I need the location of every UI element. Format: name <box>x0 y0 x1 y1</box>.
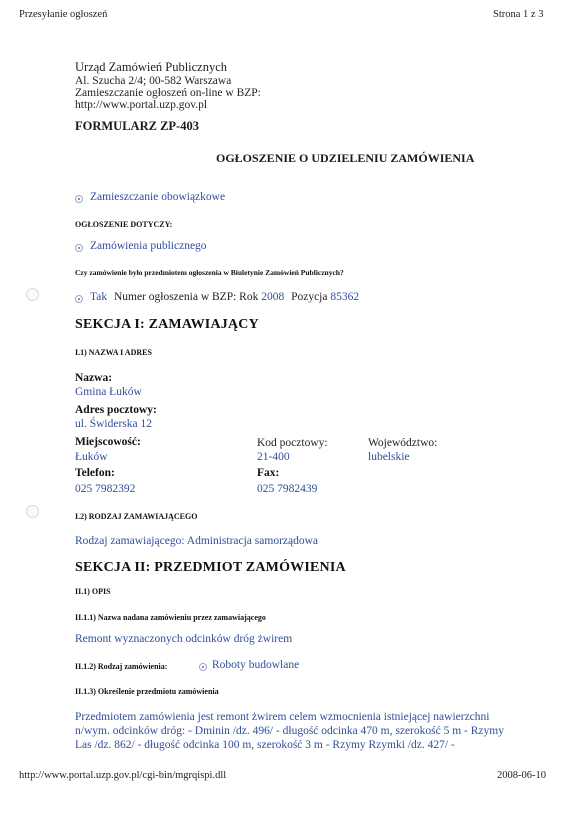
contracting-type-label: Rodzaj zamawiającego: <box>75 535 185 547</box>
section-2-sub11: II.1.1) Nazwa nadana zamówieniu przez zamawiającego <box>75 613 266 622</box>
order-type-value: Roboty budowlane <box>212 659 300 671</box>
posting-type-value: Zamieszczanie obowiązkowe <box>90 191 226 203</box>
bzp-answer-line <box>90 291 359 303</box>
postal-address-label: Adres pocztowy: <box>75 404 157 416</box>
notice-concerns-label: OGŁOSZENIE DOTYCZY: <box>75 220 173 229</box>
section-2-sub1: II.1) OPIS <box>75 587 111 596</box>
bzp-year-label: Rok <box>239 291 259 303</box>
postal-address-value: ul. Świderska 12 <box>75 418 152 430</box>
bzp-number-label: Numer ogłoszenia w BZP: <box>113 291 237 303</box>
bzp-year-value: 2008 <box>261 291 285 303</box>
name-value: Gmina Łuków <box>75 386 142 398</box>
postcode-label: Kod pocztowy: <box>257 437 328 449</box>
header-page-number: Strona 1 z 3 <box>493 9 544 20</box>
notice-concerns-radio[interactable] <box>75 244 83 252</box>
issuer-name: Urząd Zamówień Publicznych <box>75 60 228 74</box>
issuer-url: http://www.portal.uzp.gov.pl <box>75 99 208 111</box>
name-label: Nazwa: <box>75 372 113 384</box>
contracting-type-line <box>75 535 318 547</box>
order-name-value: Remont wyznaczonych odcinków dróg żwirem <box>75 633 293 645</box>
bzp-answer-radio[interactable] <box>75 295 83 303</box>
posting-type-radio[interactable] <box>75 195 83 203</box>
bzp-position-value: 85362 <box>330 291 360 303</box>
margin-hole-circle <box>26 288 39 301</box>
city-value: Łuków <box>75 451 108 463</box>
page-title: OGŁOSZENIE O UDZIELENIU ZAMÓWIENIA <box>216 151 475 165</box>
issuer-service: Zamieszczanie ogłoszeń on-line w BZP: <box>75 87 261 99</box>
notice-concerns-value: Zamówienia publicznego <box>90 240 207 252</box>
section-2-sub13: II.1.3) Określenie przedmiotu zamówienia <box>75 687 219 696</box>
section-2-title: SEKCJA II: PRZEDMIOT ZAMÓWIENIA <box>75 560 346 575</box>
contracting-type-value: Administracja samorządowa <box>186 535 319 547</box>
section-2-sub12: II.1.2) Rodzaj zamówienia: <box>75 662 168 671</box>
section-1-sub1: I.1) NAZWA I ADRES <box>75 348 152 357</box>
fax-value: 025 7982439 <box>257 483 318 495</box>
postcode-value: 21-400 <box>257 451 290 463</box>
voivodeship-value: lubelskie <box>368 451 410 463</box>
header-left: Przesyłanie ogłoszeń <box>19 9 108 20</box>
issuer-address: Al. Szucha 2/4; 00-582 Warszawa <box>75 75 232 87</box>
phone-value: 025 7982392 <box>75 483 136 495</box>
footer-url: http://www.portal.uzp.gov.pl/cgi-bin/mgrqispi.dll <box>19 770 227 781</box>
margin-hole-circle <box>26 505 39 518</box>
fax-label: Fax: <box>257 467 280 479</box>
voivodeship-label: Województwo: <box>368 437 438 449</box>
bzp-question: Czy zamówienie było przedmiotem ogłoszenia w Biuletynie Zamówień Publicznych? <box>75 268 344 277</box>
bzp-position-label: Pozycja <box>291 291 328 303</box>
bzp-answer-value: Tak <box>90 291 108 303</box>
phone-label: Telefon: <box>75 467 115 479</box>
order-type-radio[interactable] <box>199 663 207 671</box>
section-1-sub2: I.2) RODZAJ ZAMAWIAJĄCEGO <box>75 512 198 521</box>
form-code: FORMULARZ ZP-403 <box>75 119 199 133</box>
order-description: Przedmiotem zamówienia jest remont żwirem celem wzmocnienia istniejącej nawierzchni n/wym. odcinków dróg: - Dminin /dz. 496/ - długość odcinka 470 m, szerokość 5 m - Rzymy Las /dz. 862/ - długość odcinka 100 m, szerokość 3 m - Rzymy Rzymki /dz. 427/ - <box>75 711 504 751</box>
footer-date: 2008-06-10 <box>497 770 546 781</box>
city-label: Miejscowość: <box>75 436 141 448</box>
section-1-title: SEKCJA I: ZAMAWIAJĄCY <box>75 317 259 332</box>
